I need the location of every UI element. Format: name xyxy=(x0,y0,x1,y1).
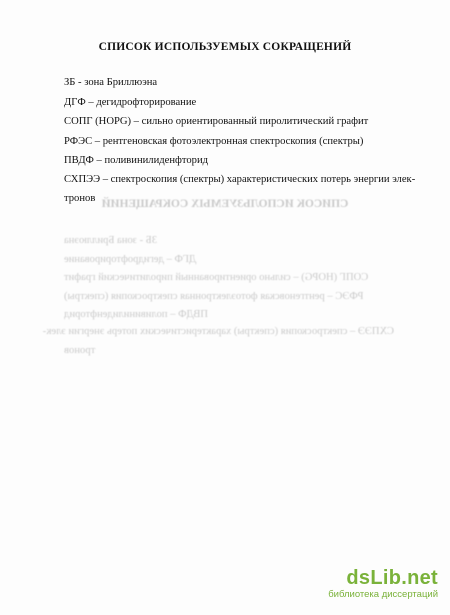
abbreviation-item: СОПГ (HOPG) – сильно ориентированный пиролитический графит xyxy=(64,116,369,127)
watermark-site-name: dsLib.net xyxy=(346,567,438,589)
abbreviation-item: СХПЭЭ – спектроскопия (спектры) характеристических потерь энергии элек- xyxy=(64,174,416,185)
abbreviation-item: ДГФ – дегидрофторирование xyxy=(64,97,197,108)
bleed-through-line: РФЭС – рентгеновская фотоэлектронная спектроскопия (спектры) xyxy=(64,291,364,302)
bleed-through-line: ЗБ - зона Бриллюэна xyxy=(64,235,158,246)
bleed-through-title: СПИСОК ИСПОЛЬЗУЕМЫХ СОКРАЩЕНИЙ xyxy=(101,198,349,210)
bleed-through-line: СОПГ (HOPG) – сильно ориентированный пиролитический графит xyxy=(64,272,369,283)
bleed-through-line: СХПЭЭ – спектроскопия (спектры) характеристических потерь энергии элек- xyxy=(42,326,394,337)
bleed-through-line: тронов xyxy=(64,345,96,356)
abbreviation-item: ЗБ - зона Бриллюэна xyxy=(64,77,158,88)
abbreviation-item-continuation: тронов xyxy=(64,193,96,204)
document-title: СПИСОК ИСПОЛЬЗУЕМЫХ СОКРАЩЕНИЙ xyxy=(98,41,352,53)
bleed-through-line: ДГФ – дегидрофторирование xyxy=(64,254,197,265)
dslib-watermark-logo xyxy=(328,567,438,607)
watermark-tagline: библиотека диссертаций xyxy=(328,589,438,600)
bleed-through-line: ПВДФ – поливинилиденфторид xyxy=(64,309,209,320)
abbreviation-item: РФЭС – рентгеновская фотоэлектронная спектроскопия (спектры) xyxy=(64,136,364,147)
abbreviation-item: ПВДФ – поливинилиденфторид xyxy=(64,155,209,166)
